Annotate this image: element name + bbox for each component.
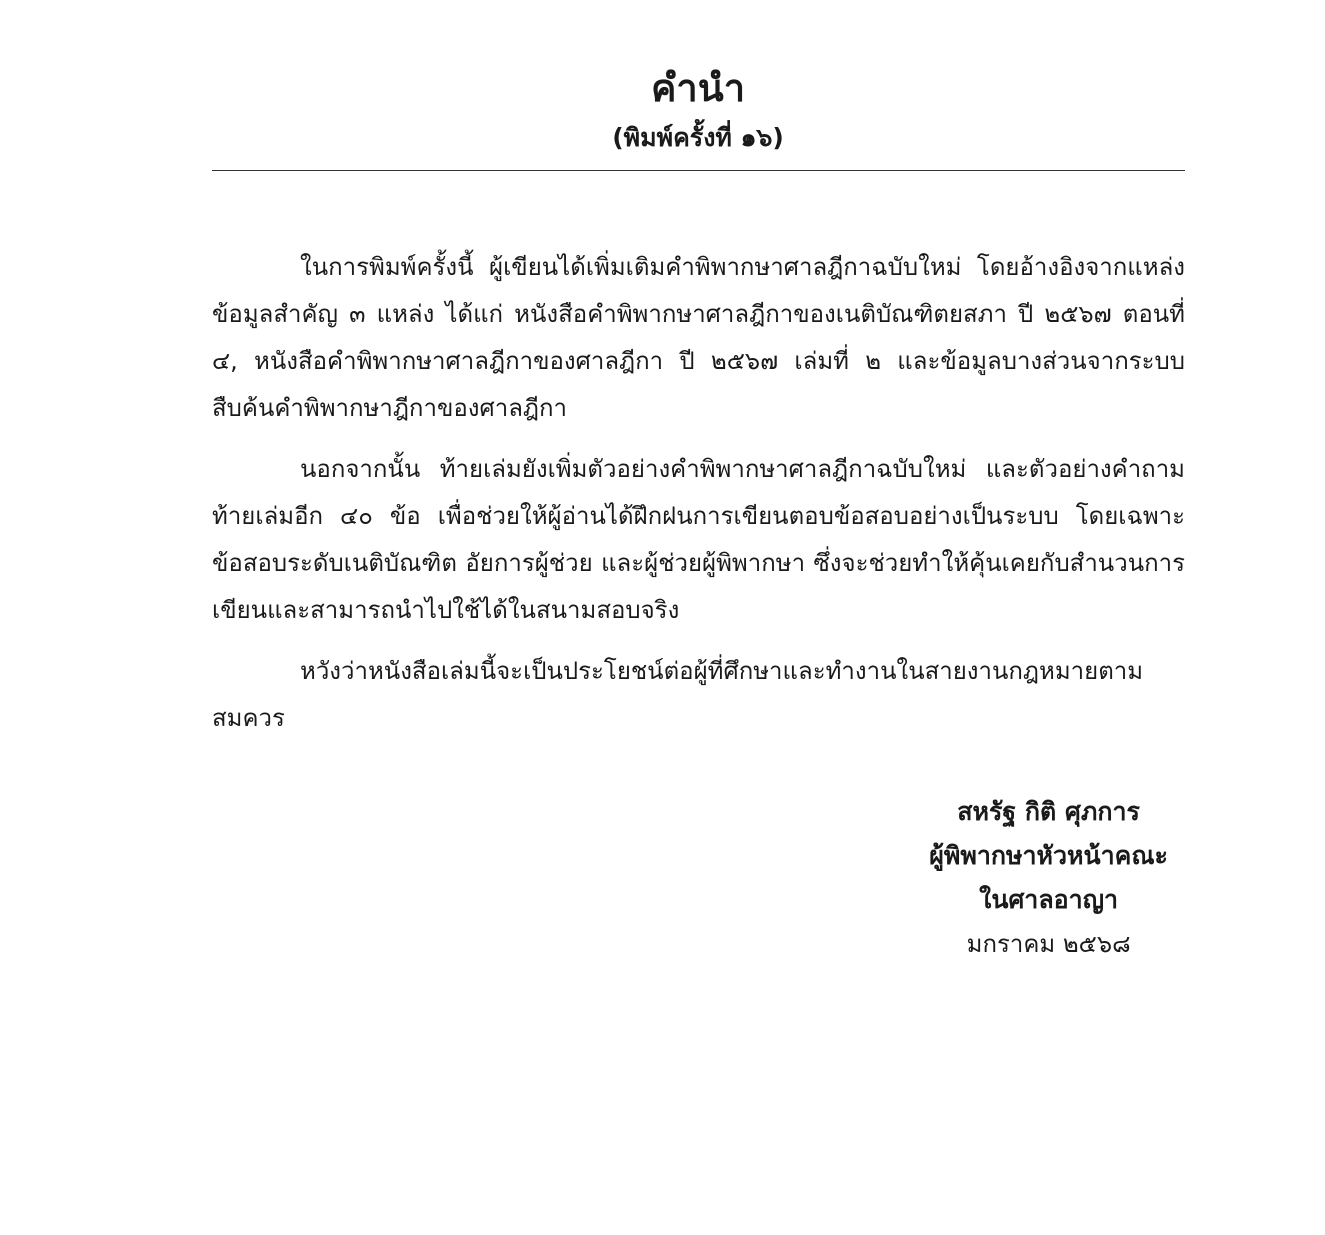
- edition-subtitle: (พิมพ์ครั้งที่ ๑๖): [612, 123, 784, 152]
- author-position: ผู้พิพากษาหัวหน้าคณะ: [929, 841, 1168, 870]
- paragraph-2: นอกจากนั้น ท้ายเล่มยังเพิ่มตัวอย่างคำพิพากษาศาลฎีกาฉบับใหม่ และตัวอย่างคำถามท้ายเล่มอีก ๔๐ ข้อ เพื่อช่วยให้ผู้อ่านได้ฝึกฝนการเขียนตอบข้อสอบอย่างเป็นระบบ โดยเฉพาะข้อสอบระดับเนติบัณฑิต อัยการผู้ช่วย และผู้ช่วยผู้พิพากษา ซึ่งจะช่วยทำให้คุ้นเคยกับสำนวนการเขียนและสามารถนำไปใช้ได้ในสนามสอบจริง: [212, 455, 1185, 624]
- paragraph-1: ในการพิมพ์ครั้งนี้ ผู้เขียนได้เพิ่มเติมคำพิพากษาศาลฎีกาฉบับใหม่ โดยอ้างอิงจากแหล่งข้อมูลสำคัญ ๓ แหล่ง ได้แก่ หนังสือคำพิพากษาศาลฎีกาของเนติบัณฑิตยสภา ปี ๒๕๖๗ ตอนที่ ๔, หนังสือคำพิพากษาศาลฎีกาของศาลฎีกา ปี ๒๕๖๗ เล่มที่ ๒ และข้อมูลบางส่วนจากระบบสืบค้นคำพิพากษาฎีกาของศาลฎีกา: [212, 253, 1185, 422]
- title-divider: [212, 170, 1185, 171]
- signature-date: มกราคม ๒๕๖๘: [966, 930, 1131, 958]
- signature-block: [929, 790, 1168, 966]
- author-name: สหรัฐ กิติ ศุภการ: [957, 797, 1140, 826]
- paragraph-3: หวังว่าหนังสือเล่มนี้จะเป็นประโยชน์ต่อผู้ที่ศึกษาและทำงานในสายงานกฎหมายตามสมควร: [212, 657, 1144, 732]
- preface-body: [212, 244, 1185, 756]
- author-court: ในศาลอาญา: [979, 885, 1119, 914]
- page-title: คำนำ: [650, 66, 746, 110]
